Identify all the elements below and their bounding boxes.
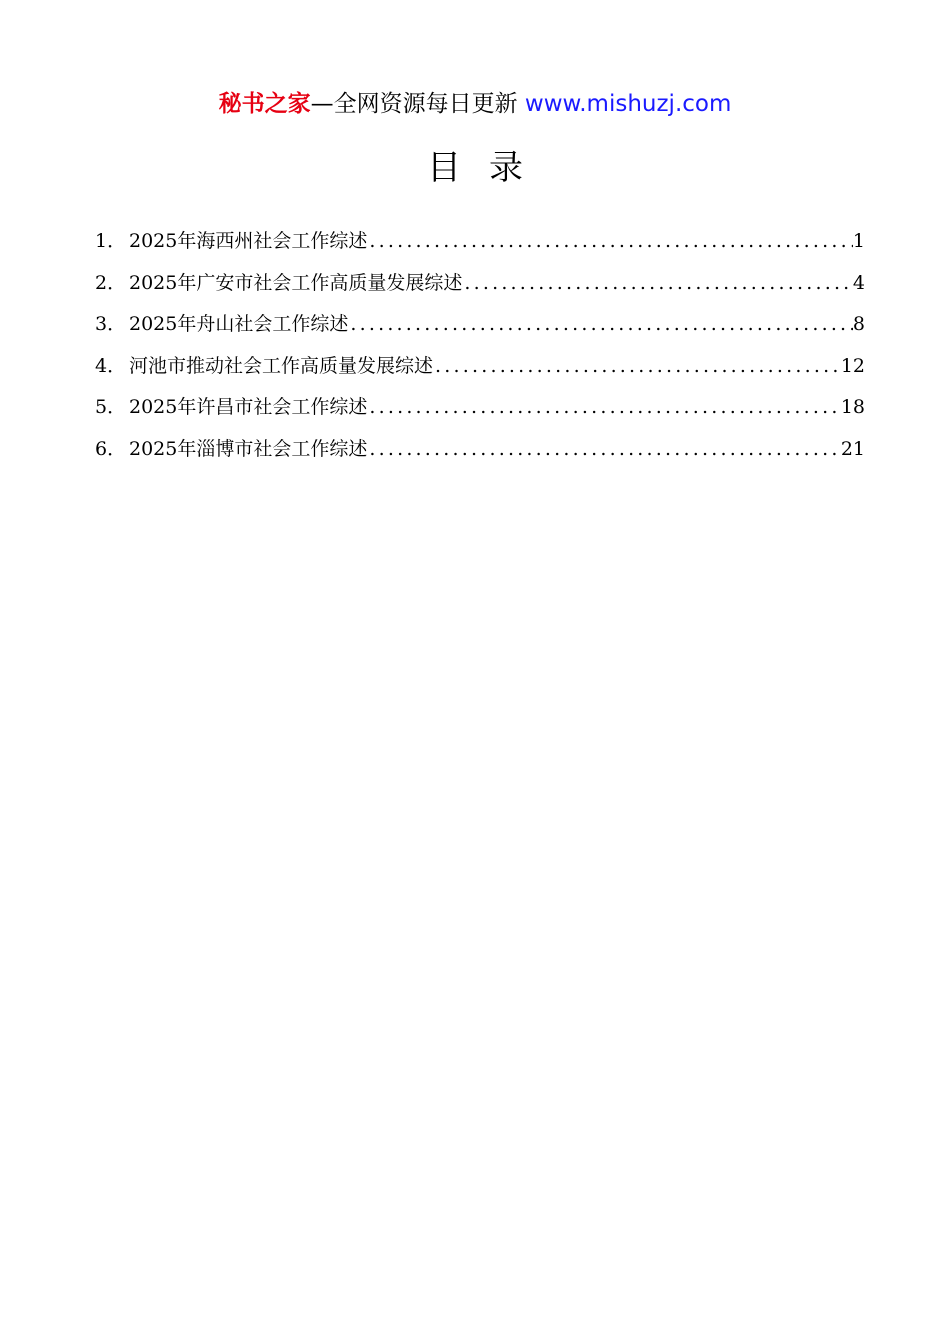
- toc-entry-page: 4: [852, 271, 865, 294]
- toc-dot-leader: [462, 266, 853, 300]
- toc-entry-title: 2025年淄博市社会工作综述: [129, 437, 368, 460]
- toc-dot-leader: [348, 307, 853, 341]
- toc-entry-title: 2025年广安市社会工作高质量发展综述: [129, 271, 463, 294]
- toc-entry[interactable]: [95, 307, 865, 349]
- toc-entry-page: 18: [840, 396, 865, 418]
- toc-entry-page: 8: [852, 313, 865, 335]
- toc-dot-leader: [367, 224, 853, 258]
- table-of-contents: [95, 224, 865, 473]
- toc-entry[interactable]: [95, 224, 865, 266]
- toc-dot-leader: [367, 432, 840, 466]
- toc-entry-page: 21: [840, 437, 865, 460]
- toc-entry-number: 5．: [95, 396, 127, 418]
- toc-entry-number: 4．: [95, 354, 127, 377]
- toc-entry[interactable]: [95, 432, 865, 474]
- toc-entry-page: 12: [840, 354, 865, 377]
- toc-dot-leader: [433, 349, 841, 383]
- toc-entry[interactable]: [95, 390, 865, 432]
- header-slogan: —全网资源每日更新: [310, 91, 518, 117]
- toc-entry[interactable]: [95, 349, 865, 391]
- toc-title: 目录: [427, 148, 551, 188]
- toc-entry-title: 2025年舟山社会工作综述: [129, 313, 349, 335]
- toc-entry-title: 2025年许昌市社会工作综述: [129, 396, 368, 418]
- toc-entry-number: 6．: [95, 437, 127, 460]
- toc-entry[interactable]: [95, 266, 865, 308]
- toc-entry-number: 3．: [95, 313, 127, 335]
- toc-entry-number: 2．: [95, 271, 127, 294]
- brand-name: 秘书之家: [218, 91, 311, 117]
- toc-entry-title: 2025年海西州社会工作综述: [129, 230, 368, 252]
- site-header: [0, 86, 950, 122]
- toc-entry-page: 1: [852, 230, 865, 252]
- toc-dot-leader: [367, 390, 840, 424]
- toc-entry-number: 1．: [95, 230, 127, 252]
- toc-entry-title: 河池市推动社会工作高质量发展综述: [129, 354, 434, 377]
- site-url-link[interactable]: www.mishuzj.com: [524, 91, 732, 117]
